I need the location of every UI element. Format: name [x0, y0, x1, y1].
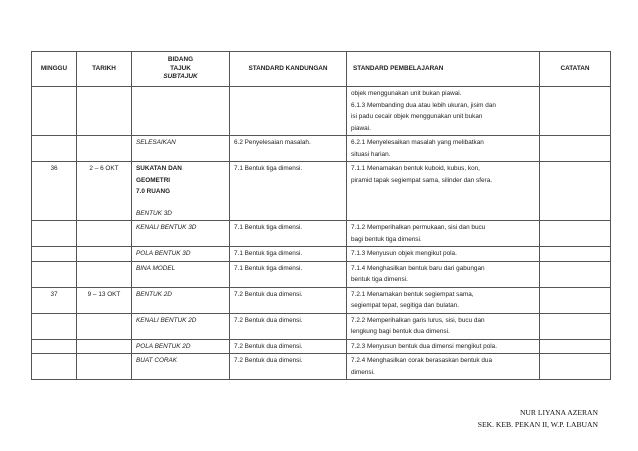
lesson-plan-table: [31, 51, 611, 380]
footer-name: NUR LIYANA AZERAN: [519, 408, 598, 417]
table-row: [32, 354, 611, 380]
subtajuk-cell: KENALI BENTUK 2D: [132, 313, 230, 339]
header-standard-kandungan: STANDARD KANDUNGAN: [230, 52, 347, 87]
table-row: [32, 247, 611, 262]
standard-pembelajaran-cell: 7.2.2 Memperihalkan garis lurus, sisi, bucu dan lengkung bagi bentuk dua dimensi.: [347, 313, 540, 339]
standard-pembelajaran-cell: 7.1.2 Memperihalkan permukaan, sisi dan bucu bagi bentuk tiga dimensi.: [347, 221, 540, 247]
minggu-cell: 36: [32, 162, 77, 221]
table-row: [32, 87, 611, 136]
subtajuk-cell: BINA MODEL: [132, 261, 230, 287]
subtajuk-cell: BENTUK 2D: [132, 287, 230, 313]
standard-kandungan-cell: 7.2 Bentuk dua dimensi.: [230, 287, 347, 313]
table-row: [32, 221, 611, 247]
header-subtajuk: SUBTAJUK: [163, 73, 198, 81]
footer-signature-block: [478, 407, 598, 431]
header-tarikh: TARIKH: [77, 52, 132, 87]
tajuk-cell: SUKATAN DAN GEOMETRI 7.0 RUANG BENTUK 3D: [132, 162, 230, 221]
footer-school: SEK. KEB. PEKAN II, W.P. LABUAN: [477, 420, 598, 429]
subtajuk-cell: POLA BENTUK 2D: [132, 339, 230, 354]
minggu-cell: 37: [32, 287, 77, 313]
header-minggu: MINGGU: [32, 52, 77, 87]
header-bidang-tajuk-subtajuk: [132, 52, 230, 87]
standard-kandungan-cell: 7.2 Bentuk dua dimensi.: [230, 339, 347, 354]
header-standard-pembelajaran: STANDARD PEMBELAJARAN: [347, 52, 540, 87]
standard-kandungan-cell: 7.1 Bentuk tiga dimensi.: [230, 247, 347, 262]
standard-kandungan-cell: 7.2 Bentuk dua dimensi.: [230, 313, 347, 339]
tarikh-cell: 2 – 6 OKT: [77, 162, 132, 221]
standard-kandungan-cell: 7.1 Bentuk tiga dimensi.: [230, 261, 347, 287]
table-row: [32, 287, 611, 313]
subtajuk-text: BENTUK 3D: [136, 209, 172, 217]
subtajuk-cell: BUAT CORAK: [132, 354, 230, 380]
header-row: [32, 52, 611, 87]
subtajuk-cell: SELESAIKAN: [132, 136, 230, 162]
standard-kandungan-cell: 6.2 Penyelesaian masalah.: [230, 136, 347, 162]
tarikh-cell: 9 – 13 OKT: [77, 287, 132, 313]
table-row: [32, 162, 611, 221]
table-row: [32, 261, 611, 287]
standard-pembelajaran-cell: 6.2.1 Menyelesaikan masalah yang melibatkan situasi harian.: [347, 136, 540, 162]
standard-kandungan-cell: 7.1 Bentuk tiga dimensi.: [230, 221, 347, 247]
subtajuk-cell: KENALI BENTUK 3D: [132, 221, 230, 247]
standard-pembelajaran-cell: objek menggunakan unit bukan piawai. 6.1.3 Membanding dua atau lebih ukuran, jisim dan isi padu cecair objek menggunakan unit bukan piawai.: [347, 87, 540, 136]
standard-kandungan-cell: 7.2 Bentuk dua dimensi.: [230, 354, 347, 380]
standard-pembelajaran-cell: 7.1.1 Menamakan bentuk kuboid, kubus, kon, piramid tapak segiempat sama, silinder dan sfera.: [347, 162, 540, 221]
standard-pembelajaran-cell: 7.2.3 Menyusun bentuk dua dimensi mengikut pola.: [347, 339, 540, 354]
subtajuk-cell: POLA BENTUK 3D: [132, 247, 230, 262]
header-tajuk: TAJUK: [170, 64, 191, 72]
table-row: [32, 313, 611, 339]
standard-pembelajaran-cell: 7.2.1 Menamakan bentuk segiempat sama, segiempat tepat, segitiga dan bulatan.: [347, 287, 540, 313]
standard-kandungan-cell: 7.1 Bentuk tiga dimensi.: [230, 162, 347, 221]
table-row: [32, 136, 611, 162]
header-catatan: CATATAN: [540, 52, 611, 87]
standard-pembelajaran-cell: 7.2.4 Menghasilkan corak berasaskan bentuk dua dimensi.: [347, 354, 540, 380]
table-row: [32, 339, 611, 354]
standard-pembelajaran-cell: 7.1.4 Menghasilkan bentuk baru dari gabungan bentuk tiga dimensi.: [347, 261, 540, 287]
standard-pembelajaran-cell: 7.1.3 Menyusun objek mengikut pola.: [347, 247, 540, 262]
header-bidang: BIDANG: [167, 56, 194, 64]
